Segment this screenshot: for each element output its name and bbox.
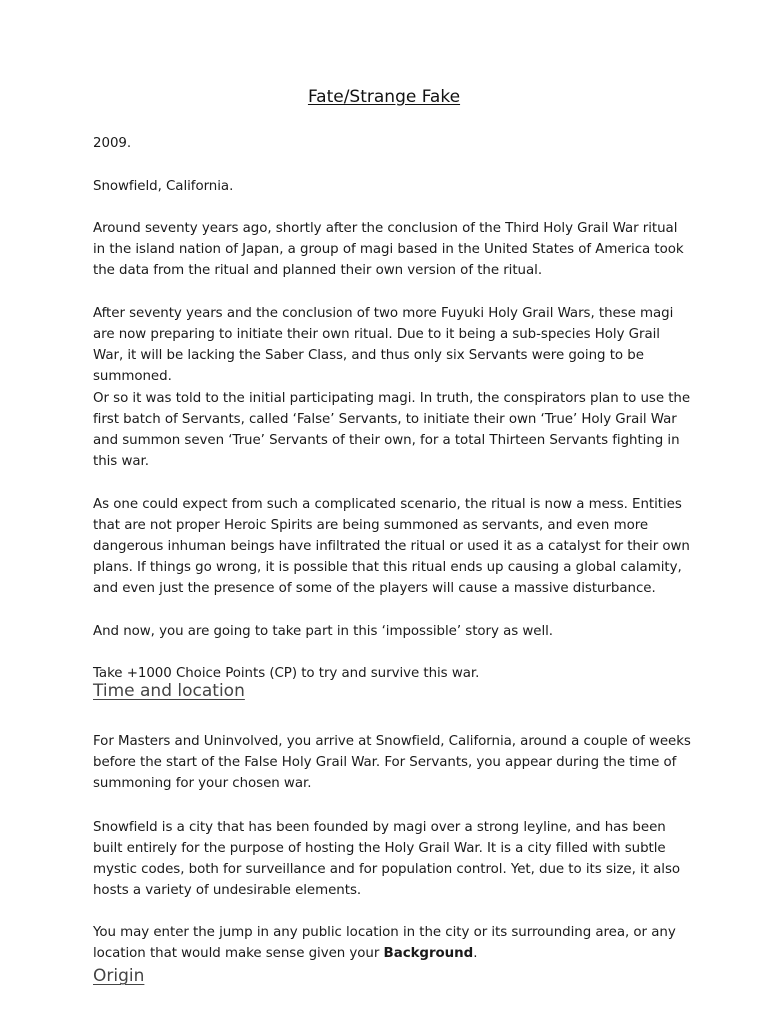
- entry-text-end: .: [473, 946, 478, 961]
- intro-paragraph-history: Around seventy years ago, shortly after the conclusion of the Third Holy Grail War ritual in the island nation of Japan, a group of magi based in the United States of America took the data from the ritual and planned their own version of the ritual.: [93, 221, 684, 278]
- time-location-paragraph-arrival: For Masters and Uninvolved, you arrive at Snowfield, California, around a couple of weeks before the start of the False Holy Grail War. For Servants, you appear during the time of summoning for your chosen war.: [93, 734, 691, 791]
- section-heading-origin[interactable]: Origin: [93, 966, 145, 986]
- intro-paragraph-impossible: And now, you are going to take part in this ‘impossible’ story as well.: [93, 624, 554, 639]
- background-term: Background: [383, 946, 474, 961]
- intro-paragraph-preparation: After seventy years and the conclusion of two more Fuyuki Holy Grail Wars, these magi are now preparing to initiate their own ritual. Due to it being a sub-species Holy Grail War, it will be lacking the Saber Class, and thus only six Servants were going to be summoned.: [93, 306, 674, 384]
- document-title: Fate/Strange Fake: [307, 87, 461, 107]
- intro-paragraph-conspiracy: Or so it was told to the initial participating magi. In truth, the conspirators plan to use the first batch of Servants, called ‘False’ Servants, to initiate their own ‘True’ Holy Grail War and summon seven ‘True’ Servants of their own, for a total Thirteen Servants fighting in this war.: [93, 391, 691, 469]
- entry-text: You may enter the jump in any public location in the city or its surrounding area, or any location that would make sense given your: [93, 925, 676, 961]
- intro-paragraph-choice-points: Take +1000 Choice Points (CP) to try and survive this war.: [93, 666, 480, 681]
- intro-paragraph-mess: As one could expect from such a complicated scenario, the ritual is now a mess. Entities that are not proper Heroic Spirits are being summoned as servants, and even more dangerous inhuman beings have infiltrated the ritual or used it as a catalyst for their own plans. If things go wrong, it is possible that this ritual ends up causing a global calamity, and even just the presence of some of the players will cause a massive disturbance.: [93, 497, 690, 596]
- time-location-paragraph-entry: [93, 922, 693, 964]
- section-heading-time-location[interactable]: Time and location: [93, 681, 245, 701]
- time-location-paragraph-snowfield: Snowfield is a city that has been founded by magi over a strong leyline, and has been built entirely for the purpose of hosting the Holy Grail War. It is a city filled with subtle mystic codes, both for surveillance and for population control. Yet, due to its size, it also hosts a variety of undesirable elements.: [93, 820, 681, 898]
- intro-year: 2009.: [93, 136, 132, 151]
- intro-place: Snowfield, California.: [93, 179, 234, 194]
